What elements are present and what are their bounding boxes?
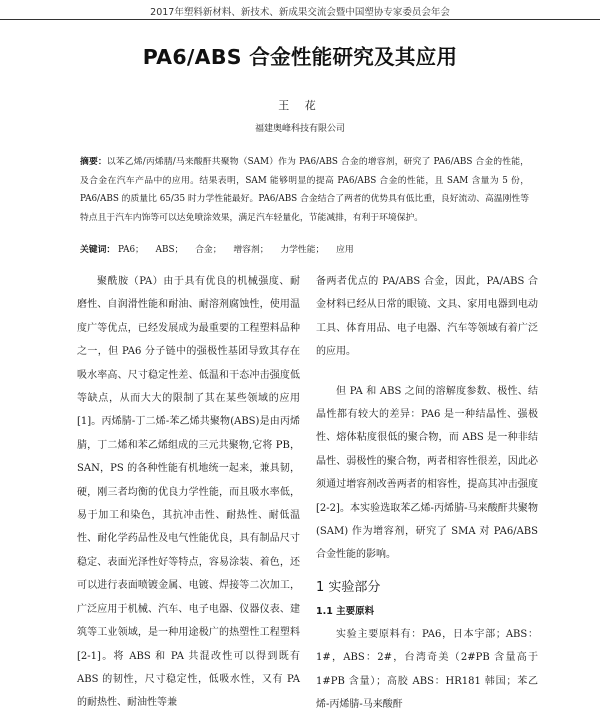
section-heading: 1 实验部分 [316,579,381,595]
body-paragraph: 实验主要原料有：PA6，日本宇部；ABS：1#，ABS：2#，台湾奇美（2#PB 含量高于 1#PB 含量）；高胶 ABS：HR181 韩国；苯乙烯-丙烯腈-马来酸酐 [316,628,538,711]
body-paragraph: 但 PA 和 ABS 之间的溶解度参数、极性、结晶性都有较大的差异：PA6 是一种结晶性、强极性、熔体粘度很低的聚合物，而 ABS 是一种非结晶性、弱极性的聚合物，两者相容性很差，因此必须通过增容剂改善两者的相容性，提高其冲击强度[2-2]。本实验选取苯乙烯-丙烯腈-马来酸酐共聚物 (SAM) 作为增容剂，研究了 SMA 对 PA6/ABS 合金性能的影响。 [316,385,538,561]
keywords [80,241,529,259]
subsection-heading: 1.1 主要原料 [316,605,375,617]
keyword-item: PA6； [118,245,144,255]
body-paragraph: 聚酰胺（PA）由于具有优良的机械强度、耐磨性、自润滑性能和耐油、耐溶剂腐蚀性，使用温度广等优点，已经发展成为最重要的工程塑料品种之一，但 PA6 分子链中的强极性基团导致其存在吸水率高、尺寸稳定性差、低温和干态冲击强度低等缺点，从而大大的限制了其在某些领域的应用[1]。丙烯腈-丁二烯-苯乙烯共聚物(ABS)是由丙烯腈，丁二烯和苯乙烯组成的三元共聚物,它将 PB，SAN，PS 的各种性能有机地统一起来，兼具韧，硬，刚三者均衡的优良力学性能，而且吸水率低，易于加工和染色，其抗冲击性、耐热性、耐低温性、耐化学药品性及电气性能优良，具有制品尺寸稳定、表面光泽性好等特点，容易涂装、着色，还可以进行表面喷镀金属、电镀、焊接等二次加工，广泛应用于机械、汽车、电子电器、仪器仪表、建筑等工业领域，是一种用途极广的热塑性工程塑料[2-1]。将 ABS 和 PA 共混改性可以得到既有 ABS 的韧性，尺寸稳定性，低吸水性，又有 PA 的耐热性、耐油性等兼 [77,276,300,709]
author-affiliation: 福建奥峰科技有限公司 [254,124,345,134]
abstract-text: 以苯乙烯/丙烯腈/马来酸酐共聚物（SAM）作为 PA6/ABS 合金的增容剂，研究了 PA6/ABS 合金的性能，及合金在汽车产品中的应用。结果表明，SAM 能够明显的提高 PA6/ABS 合金的性能，且 SAM 含量为 5 份，PA6/ABS 的质量比 65/35 时力学性能最好。PA6/ABS 合金结合了两者的优势具有低比重，良好流动、高温刚性等特点且于汽车内饰等可以达免喷涂效果，满足汽车轻量化，节能减排，有利于环境保护。 [80,157,529,223]
keyword-item: 增容剂； [233,245,269,255]
keyword-item: ABS； [155,245,184,255]
abstract-label: 摘要： [80,157,107,167]
keyword-item: 力学性能； [280,245,325,255]
keyword-item: 合金； [195,245,222,255]
author-name: 王 花 [278,99,322,112]
keyword-item: 应用 [336,245,354,255]
abstract [80,153,529,227]
running-header: 2017年塑料新材料、新技术、新成果交流会暨中国塑协专家委员会年会 [150,7,450,18]
body-paragraph: 备两者优点的 PA/ABS 合金，因此，PA/ABS 合金材料已经从日常的眼镜、文具、家用电器到电动工具、体育用品、电子电器、汽车等领域有着广泛的应用。 [316,276,538,358]
left-column [77,270,300,715]
right-column [316,270,538,717]
header-rule [0,19,600,20]
keywords-label: 关键词： [80,245,116,255]
paper-title: PA6/ABS 合金性能研究及其应用 [142,45,458,69]
